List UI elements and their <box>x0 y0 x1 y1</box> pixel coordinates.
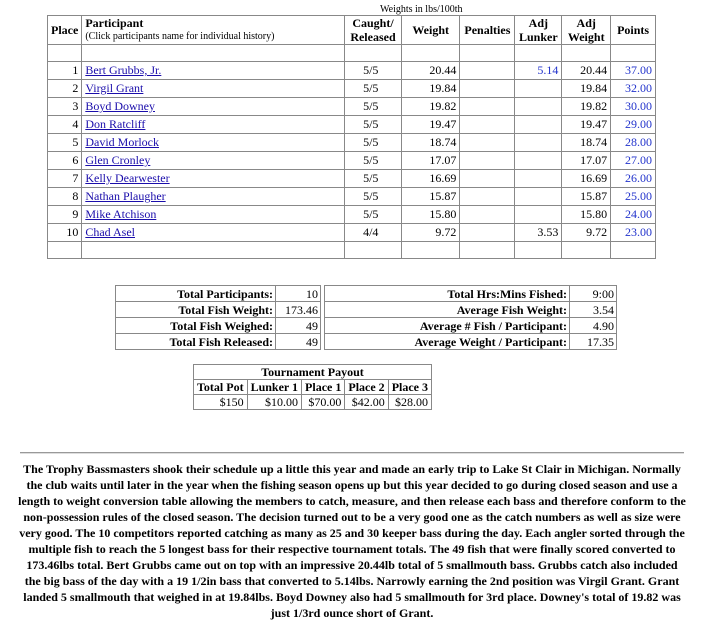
participant-link[interactable]: Don Ratcliff <box>85 117 146 131</box>
participant-cell <box>82 188 345 206</box>
participant-cell <box>82 206 345 224</box>
results-row <box>48 80 656 98</box>
weight-cell: 19.84 <box>401 80 460 98</box>
stats-row <box>116 302 617 318</box>
place-cell: 5 <box>48 134 82 152</box>
stat-label: Total Hrs:Mins Fished: <box>325 286 570 302</box>
adj-lunker-cell <box>515 170 562 188</box>
results-header-row <box>48 16 656 45</box>
weight-cell: 9.72 <box>401 224 460 242</box>
points-cell: 23.00 <box>611 224 656 242</box>
weight-cell: 19.47 <box>401 116 460 134</box>
points-cell: 28.00 <box>611 134 656 152</box>
col-adj-lunker-line2: Lunker <box>518 30 558 44</box>
results-row <box>48 206 656 224</box>
weight-cell: 15.80 <box>401 206 460 224</box>
results-row <box>48 134 656 152</box>
col-adj-lunker-line1: Adj <box>528 16 548 30</box>
caught-cell: 5/5 <box>345 134 402 152</box>
participant-cell <box>82 224 345 242</box>
participant-cell <box>82 80 345 98</box>
adj-weight-cell: 17.07 <box>562 152 611 170</box>
participant-link[interactable]: Chad Asel <box>85 225 135 239</box>
adj-lunker-cell <box>515 206 562 224</box>
col-place: Place <box>48 16 82 45</box>
caught-cell: 5/5 <box>345 116 402 134</box>
col-points: Points <box>611 16 656 45</box>
adj-lunker-cell <box>515 80 562 98</box>
penalties-cell <box>460 62 515 80</box>
stat-value: 49 <box>276 318 321 334</box>
stat-value: 49 <box>276 334 321 350</box>
payout-header: Place 1 <box>302 380 345 395</box>
stat-label: Average # Fish / Participant: <box>325 318 570 334</box>
adj-weight-cell: 19.82 <box>562 98 611 116</box>
adj-weight-cell: 20.44 <box>562 62 611 80</box>
payout-table <box>193 364 432 410</box>
penalties-cell <box>460 134 515 152</box>
penalties-cell <box>460 116 515 134</box>
payout-value: $70.00 <box>302 395 345 410</box>
place-cell: 10 <box>48 224 82 242</box>
penalties-cell <box>460 170 515 188</box>
participant-link[interactable]: Mike Atchison <box>85 207 157 221</box>
place-cell: 6 <box>48 152 82 170</box>
stat-label: Total Fish Weight: <box>116 302 276 318</box>
penalties-cell <box>460 188 515 206</box>
participant-cell <box>82 62 345 80</box>
adj-weight-cell: 16.69 <box>562 170 611 188</box>
tournament-report: The Trophy Bassmasters shook their schedule up a little this year and made an early trip to Lake St Clair in Michigan. Normally the club waits until later in the year when the fishing season opens up but this year decided to go during closed season and use a length to weight conversion table allowing the members to catch, measure, and then release each bass and therefore conform to the non-possession rules of the closed season. The decision turned out to be a very good one as the catch numbers as well as size were very good. The 10 competitors reported catching as many as 25 and 30 keeper bass during the day. Each angler sorted through the multiple fish to reach the 5 longest bass for their respective tournament totals. The 49 fish that were finally scored converted to 173.46lbs total. Bert Grubbs came out on top with an impressive 20.44lb total of 5 smallmouth bass. Grubbs catch also included the big bass of the day with a 19 1/2in bass that converted to 5.14lbs. Narrowly earning the 2nd position was Virgil Grant. Grant landed 5 smallmouth that weighed in at 19.84lbs. Boyd Downey also had 5 smallmouth for 3rd place. Downey's total of 19.82 was just 1/3rd ounce short of Grant. <box>18 462 686 620</box>
points-cell: 37.00 <box>611 62 656 80</box>
payout-title: Tournament Payout <box>194 365 432 380</box>
adj-lunker-cell: 5.14 <box>515 62 562 80</box>
payout-value: $28.00 <box>388 395 431 410</box>
adj-weight-cell: 19.84 <box>562 80 611 98</box>
points-cell: 24.00 <box>611 206 656 224</box>
penalties-cell <box>460 206 515 224</box>
stat-value: 9:00 <box>570 286 617 302</box>
results-body <box>48 62 656 242</box>
tournament-stats-table <box>115 285 617 350</box>
weights-caption: Weights in lbs/100th <box>380 4 463 15</box>
participant-cell <box>82 116 345 134</box>
col-penalties: Penalties <box>460 16 515 45</box>
caught-cell: 5/5 <box>345 206 402 224</box>
stats-row <box>116 286 617 302</box>
adj-lunker-cell <box>515 98 562 116</box>
col-caught-line2: Released <box>350 30 396 44</box>
points-cell: 27.00 <box>611 152 656 170</box>
participant-link[interactable]: David Morlock <box>85 135 159 149</box>
stat-label: Average Weight / Participant: <box>325 334 570 350</box>
col-adj-weight-line2: Weight <box>567 30 605 44</box>
adj-weight-cell: 19.47 <box>562 116 611 134</box>
col-adj-lunker <box>515 16 562 45</box>
col-caught-line1: Caught/ <box>352 16 394 30</box>
payout-title-row <box>194 365 432 380</box>
participant-link[interactable]: Kelly Dearwester <box>85 171 170 185</box>
results-row <box>48 188 656 206</box>
place-cell: 1 <box>48 62 82 80</box>
points-cell: 26.00 <box>611 170 656 188</box>
adj-lunker-cell <box>515 188 562 206</box>
caught-cell: 5/5 <box>345 62 402 80</box>
payout-header-row <box>194 380 432 395</box>
adj-weight-cell: 9.72 <box>562 224 611 242</box>
stat-label: Total Fish Weighed: <box>116 318 276 334</box>
participant-cell <box>82 134 345 152</box>
weight-cell: 15.87 <box>401 188 460 206</box>
adj-lunker-cell <box>515 116 562 134</box>
stats-row <box>116 318 617 334</box>
place-cell: 4 <box>48 116 82 134</box>
col-adj-weight <box>562 16 611 45</box>
results-table <box>47 15 656 259</box>
weight-cell: 20.44 <box>401 62 460 80</box>
payout-header: Lunker 1 <box>247 380 301 395</box>
stats-body <box>116 286 617 350</box>
payout-value: $42.00 <box>345 395 388 410</box>
participant-link[interactable]: Nathan Plaugher <box>85 189 166 203</box>
payout-header: Total Pot <box>194 380 248 395</box>
payout-values-row <box>194 395 432 410</box>
adj-lunker-cell <box>515 152 562 170</box>
caught-cell: 5/5 <box>345 98 402 116</box>
payout-header: Place 3 <box>388 380 431 395</box>
results-row <box>48 98 656 116</box>
place-cell: 9 <box>48 206 82 224</box>
caught-cell: 5/5 <box>345 188 402 206</box>
place-cell: 7 <box>48 170 82 188</box>
stat-label: Total Participants: <box>116 286 276 302</box>
caught-cell: 5/5 <box>345 80 402 98</box>
participant-link[interactable]: Virgil Grant <box>85 81 144 95</box>
participant-link[interactable]: Boyd Downey <box>85 99 155 113</box>
col-weight: Weight <box>401 16 460 45</box>
participant-cell <box>82 98 345 116</box>
caught-cell: 4/4 <box>345 224 402 242</box>
divider <box>20 452 684 454</box>
penalties-cell <box>460 98 515 116</box>
weight-cell: 18.74 <box>401 134 460 152</box>
results-spacer-row <box>48 45 656 62</box>
results-row <box>48 170 656 188</box>
penalties-cell <box>460 80 515 98</box>
results-row <box>48 224 656 242</box>
stat-label: Average Fish Weight: <box>325 302 570 318</box>
results-spacer-row <box>48 242 656 259</box>
weight-cell: 19.82 <box>401 98 460 116</box>
points-cell: 25.00 <box>611 188 656 206</box>
col-participant-label: Participant <box>85 16 144 30</box>
payout-header: Place 2 <box>345 380 388 395</box>
place-cell: 2 <box>48 80 82 98</box>
participant-cell <box>82 152 345 170</box>
points-cell: 29.00 <box>611 116 656 134</box>
adj-lunker-cell <box>515 134 562 152</box>
penalties-cell <box>460 224 515 242</box>
stat-value: 17.35 <box>570 334 617 350</box>
stat-value: 3.54 <box>570 302 617 318</box>
participant-link[interactable]: Bert Grubbs, Jr. <box>85 63 162 77</box>
adj-weight-cell: 15.87 <box>562 188 611 206</box>
place-cell: 3 <box>48 98 82 116</box>
adj-weight-cell: 15.80 <box>562 206 611 224</box>
col-participant <box>82 16 345 45</box>
weight-cell: 17.07 <box>401 152 460 170</box>
results-row <box>48 152 656 170</box>
payout-value: $10.00 <box>247 395 301 410</box>
place-cell: 8 <box>48 188 82 206</box>
participant-cell <box>82 170 345 188</box>
col-adj-weight-line1: Adj <box>576 16 596 30</box>
adj-weight-cell: 18.74 <box>562 134 611 152</box>
stats-row <box>116 334 617 350</box>
adj-lunker-cell: 3.53 <box>515 224 562 242</box>
stat-label: Total Fish Released: <box>116 334 276 350</box>
results-row <box>48 116 656 134</box>
col-caught <box>345 16 402 45</box>
caught-cell: 5/5 <box>345 152 402 170</box>
results-row <box>48 62 656 80</box>
col-participant-note: (Click participants name for individual history) <box>85 31 275 42</box>
points-cell: 30.00 <box>611 98 656 116</box>
caught-cell: 5/5 <box>345 170 402 188</box>
points-cell: 32.00 <box>611 80 656 98</box>
weight-cell: 16.69 <box>401 170 460 188</box>
participant-link[interactable]: Glen Cronley <box>85 153 151 167</box>
penalties-cell <box>460 152 515 170</box>
stat-value: 173.46 <box>276 302 321 318</box>
stat-value: 4.90 <box>570 318 617 334</box>
payout-value: $150 <box>194 395 248 410</box>
stat-value: 10 <box>276 286 321 302</box>
